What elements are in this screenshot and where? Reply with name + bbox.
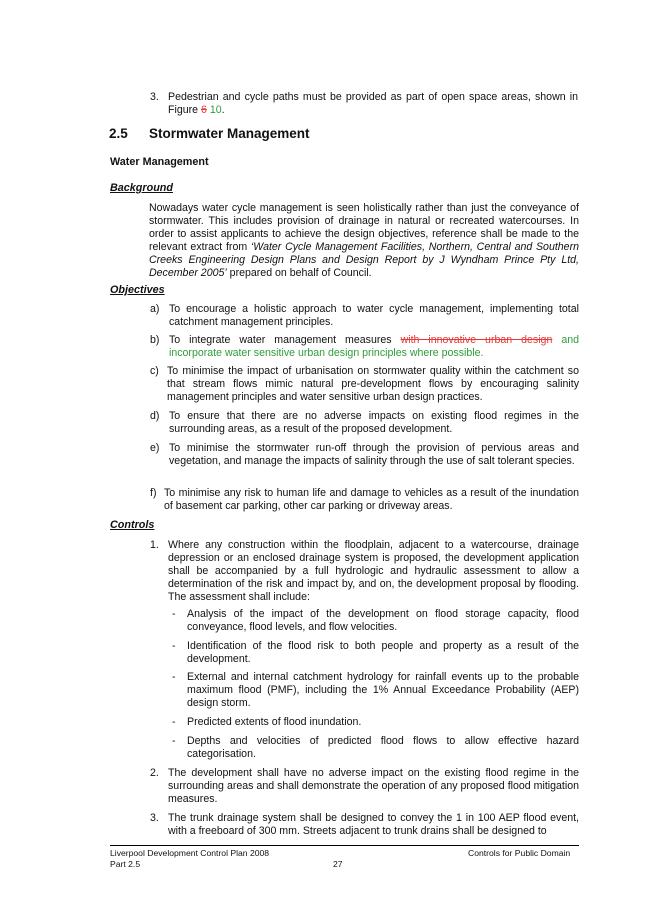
bullet-dash: - [172, 716, 176, 728]
objective-text-main: To integrate water management measures [169, 334, 401, 346]
background-text-end: prepared on behalf of Council. [226, 267, 372, 279]
objective-label: b) [150, 334, 160, 346]
controls-heading: Controls [110, 519, 155, 531]
section-number: 2.5 [109, 126, 128, 141]
footer-part: Part 2.5 [110, 859, 141, 869]
objective-label: a) [150, 303, 160, 315]
background-text: Nowadays water cycle management is seen holistically rather than just the conveyance of stormwater. This includes provision of drainage in natural or recreated watercourses. In order to assist applicants to achieve the design objectives, reference shall be made to the relevant extract from [149, 202, 579, 253]
item-number: 3. [150, 91, 159, 103]
background-paragraph [149, 202, 579, 280]
bullet-text: Identification of the flood risk to both people and property as a result of the development. [187, 640, 579, 665]
deleted-text: with innovative urban design [400, 334, 553, 346]
objective-label: d) [150, 410, 160, 422]
background-heading: Background [110, 182, 173, 194]
section-title: Stormwater Management [149, 126, 310, 141]
control-number: 2. [150, 767, 159, 779]
objective-label: f) [150, 487, 157, 499]
item-text-main: Pedestrian and cycle paths must be provided as part of open space areas, shown in Figure [168, 91, 578, 116]
control-number: 1. [150, 539, 159, 551]
objective-label: c) [150, 365, 159, 377]
bullet-dash: - [172, 608, 176, 620]
deleted-text: 6 [200, 104, 207, 116]
footer-divider [110, 845, 579, 846]
control-text: The development shall have no adverse impact on the existing flood regime in the surrounding areas and shall demonstrate the operation of any proposed flood mitigation measures. [168, 767, 579, 805]
inserted-text: and incorporate water sensitive urban design principles where possible. [169, 334, 580, 359]
background-reference: ‘Water Cycle Management Facilities, Northern, Central and Southern Creeks Engineering Design Plans and Design Report by J Wyndham Prince Pty Ltd, December 2005’ [149, 241, 579, 279]
objectives-heading: Objectives [110, 284, 165, 296]
bullet-text: Depths and velocities of predicted flood flows to allow effective hazard categorisation. [187, 735, 579, 760]
objective-text: To minimise any risk to human life and damage to vehicles as a result of the inundation of basement car parking, other car parking or driveway areas. [164, 487, 579, 512]
bullet-text: External and internal catchment hydrology for rainfall events up to the probable maximum flood (PMF), including the 1% Annual Exceedance Probability (AEP) design storm. [187, 671, 579, 709]
objective-text: To encourage a holistic approach to water cycle management, implementing total catchment management principles. [169, 303, 579, 328]
control-text: Where any construction within the floodplain, adjacent to a watercourse, drainage depression or an enclosed drainage system is proposed, the development application shall be accompanied by a full hydrologic and hydraulic assessment to allow a determination of the risk and impact by, and on, the development proposal by flooding. The assessment shall include: [168, 539, 579, 603]
bullet-dash: - [172, 640, 176, 652]
footer-document-title: Liverpool Development Control Plan 2008 [110, 848, 270, 858]
control-text: The trunk drainage system shall be designed to convey the 1 in 100 AEP flood event, with a freeboard of 300 mm. Streets adjacent to trunk drains shall be designed to [168, 812, 579, 837]
bullet-dash: - [172, 671, 176, 683]
objective-text: To ensure that there are no adverse impacts on existing flood regimes in the surrounding areas, as a result of the proposed development. [169, 410, 579, 435]
item-text [168, 91, 578, 117]
bullet-dash: - [172, 735, 176, 747]
control-number: 3. [150, 812, 159, 824]
bullet-text: Predicted extents of flood inundation. [187, 716, 362, 728]
objective-text: To minimise the impact of urbanisation on stormwater quality within the catchment so that stream flows mimic natural pre-development flows by encouraging salinity management principles and water sensitive urban design practices. [167, 365, 579, 403]
footer-section-name: Controls for Public Domain [468, 848, 571, 858]
objective-text: To minimise the stormwater run-off through the provision of pervious areas and vegetation, and manage the impacts of salinity through the use of salt tolerant species. [169, 442, 579, 467]
objective-text [169, 334, 579, 360]
inserted-text: 10 [206, 104, 222, 116]
item-text-end: . [221, 104, 225, 116]
subheading: Water Management [110, 156, 209, 168]
footer-page-number: 27 [333, 859, 343, 869]
bullet-text: Analysis of the impact of the development on flood storage capacity, flood conveyance, flood levels, and flow velocities. [187, 608, 579, 633]
objective-label: e) [150, 442, 160, 454]
